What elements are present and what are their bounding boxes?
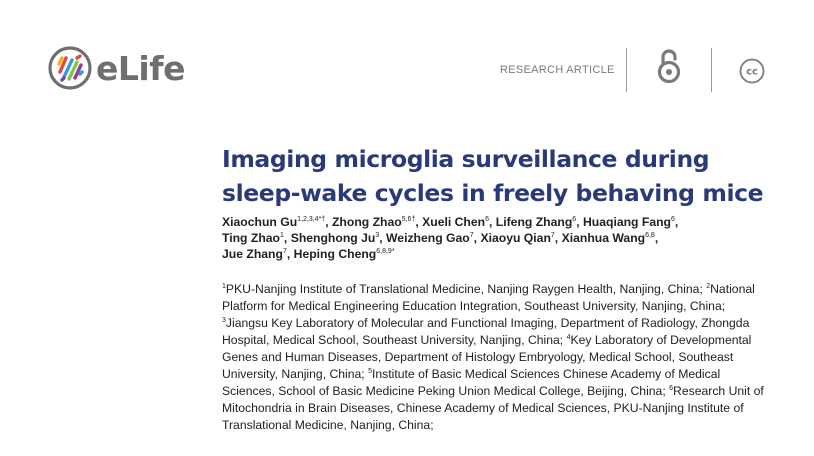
author-affiliation-marker: 6,8 xyxy=(645,232,655,239)
author-name[interactable]: Xueli Chen$^6$ xyxy=(422,215,490,229)
affiliation-number: 4 xyxy=(566,334,571,341)
author-name[interactable]: Xiaoyu Qian$^7$ xyxy=(480,231,555,245)
author-name[interactable]: Lifeng Zhang$^6$ xyxy=(495,215,577,229)
open-access-icon[interactable] xyxy=(655,48,683,89)
journal-logo[interactable] xyxy=(48,46,185,90)
creative-commons-icon[interactable] xyxy=(739,58,765,89)
article-title xyxy=(222,142,792,210)
affiliation-number: 3 xyxy=(222,317,226,324)
author-name[interactable]: Xianhua Wang$^{6,8}$ xyxy=(561,231,655,245)
license-label: cc xyxy=(746,66,758,78)
affiliation: $^1$PKU-Nanjing Institute of Translational Medicine, Nanjing Raygen Health, Nanjing, China; xyxy=(222,282,707,296)
author-affiliation-marker: 6 xyxy=(572,216,577,223)
author-affiliation-marker: 7 xyxy=(550,232,555,239)
elife-logo-icon xyxy=(48,46,92,90)
author-affiliation-marker: 6 xyxy=(485,216,490,223)
affiliation: $^2$National Platform for Medical Engineering Education Integration, Southeast University, Nanjing, China; xyxy=(222,282,755,313)
affiliation: $^6$Research Unit of Mitochondria in Brain Diseases, Chinese Academy of Medical Sciences, PKU-Nanjing Institute of Translational Medicine, Nanjing, China; xyxy=(222,384,764,432)
author-affiliation-marker: 7 xyxy=(282,248,287,255)
article-title-line: sleep-wake cycles in freely behaving mice xyxy=(222,179,764,207)
affiliation: $^5$Institute of Basic Medical Sciences Chinese Academy of Medical Sciences, School of Basic Medicine Peking Union Medical College, Beijing, China; xyxy=(222,367,721,398)
author-affiliation-marker: 6,8,9* xyxy=(376,248,395,255)
affiliation-number: 2 xyxy=(706,283,711,290)
author-affiliation-marker: 1,2,3,4*† xyxy=(297,216,326,223)
author-name[interactable]: Huaqiang Fang$^6$ xyxy=(582,215,675,229)
article-title-line: Imaging microglia surveillance during xyxy=(222,145,710,173)
author-list: Xiaochun $Gu^{1,2,3,4*\dagger}$, Zhong Zhao$^{5,6\dagger}$, Xueli Chen$^6$, Lifeng Zhang$^6$, Huaqiang Fang$^6$, Ting Zhao$^1$, Shenghong Ju$^3$, Weizheng Gao$^7$, Xiaoyu Qian$^7$, Xianhua Wang$^{6,8}$, Jue Zhang$^7$, Heping Cheng$^{6,8,9*}$ xyxy=(222,215,679,261)
affiliation-number: 6 xyxy=(669,385,674,392)
affiliation: $^4$Key Laboratory of Developmental Genes and Human Diseases, Department of Histology Embryology, Medical School, Southeast University, Nanjing, China; xyxy=(222,333,752,381)
author-affiliation-marker: 5,6† xyxy=(401,216,416,223)
header-divider xyxy=(711,48,712,92)
author-name[interactable]: Zhong Zhao$^{5,6\dagger}$ xyxy=(331,215,416,229)
header-divider xyxy=(626,48,627,92)
author-name[interactable]: Heping Cheng$^{6,8,9*}$ xyxy=(293,247,395,261)
author-name[interactable]: Jue Zhang$^7$ xyxy=(222,247,287,261)
author-name[interactable]: Xiaochun $Gu^{1,2,3,4*\dagger}$ xyxy=(222,215,326,229)
author-affiliation-marker: 7 xyxy=(469,232,474,239)
author-affiliation-marker: 1 xyxy=(280,232,284,239)
author-name[interactable]: Ting Zhao$^1$ xyxy=(222,231,284,245)
author-name[interactable]: Shenghong Ju$^3$ xyxy=(290,231,380,245)
affiliation-number: 5 xyxy=(368,368,372,375)
author-name[interactable]: Weizheng Gao$^7$ xyxy=(386,231,474,245)
affiliation-number: 1 xyxy=(222,283,226,290)
journal-name: eLife xyxy=(96,48,185,88)
author-affiliation-marker: 3 xyxy=(375,232,380,239)
article-type-label: RESEARCH ARTICLE xyxy=(500,64,615,76)
affiliation-list xyxy=(222,281,767,434)
author-affiliation-marker: 6 xyxy=(671,216,675,223)
affiliation: $^3$Jiangsu Key Laboratory of Molecular and Functional Imaging, Department of Radiology, Zhongda Hospital, Medical School, Southeast University, Nanjing, China; xyxy=(222,316,750,347)
